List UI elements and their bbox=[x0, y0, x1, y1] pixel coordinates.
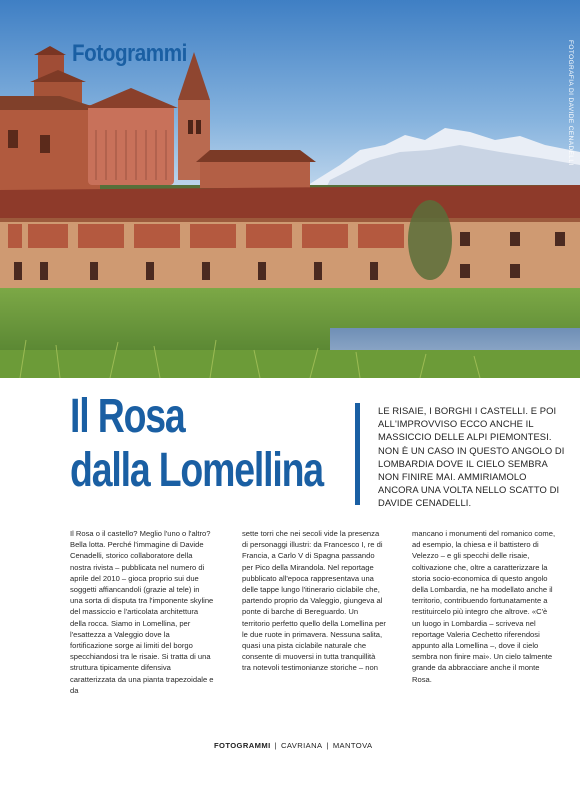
round-tower bbox=[88, 105, 174, 185]
photo-credit: FOTOGRAFIA DI DAVIDE CENADELLI bbox=[567, 40, 574, 166]
body-column-3: mancano i monumenti del romanico come, ad esempio, la chiesa e il battistero di Velezzo – e gli specchi delle risaie, coltivazione che, oltre a caratterizzare la storia socio-economica di questo angolo della Lombardia, ne ha modellato anche il territorio, contribuendo fortunatamente a restituircelo più integro che altrove. «C'è un luogo in Lombardia – scriveva nel reportage Valeria Cechetto riferendosi appunto alla Lomellina –, dove il cielo sembra non finire mai». Un cielo talmente grande da abbracciare anche il monte Rosa. bbox=[412, 529, 556, 684]
footer-section: FOTOGRAMMI bbox=[214, 741, 271, 750]
article-headline bbox=[70, 390, 323, 498]
footer-separator: | bbox=[326, 741, 329, 750]
tree bbox=[408, 200, 452, 280]
footer-place-2: MANTOVA bbox=[332, 741, 373, 750]
article-dek: LE RISAIE, I BORGHI I CASTELLI. E POI ALL'IMPROVVISO ECCO ANCHE IL MASSICCIO DELLE ALPI PIEMONTESI. NON È UN CASO IN QUESTO ANGOLO DI LOMBARDIA DOVE IL CIELO SEMBRA NON FINIRE MAI. AMMIRIAMOLO ANCORA UNA VOLTA NELLO SCATTO DI DAVIDE CENADELLI. bbox=[378, 405, 565, 509]
footer-place-1: CAVRIANA bbox=[280, 741, 323, 750]
body-column-1: Il Rosa o il castello? Meglio l'uno o l'altro? Bella lotta. Perché l'immagine di Davide Cenadelli, storico collaboratore della nostra rivista – pubblicata nel numero di aprile del 2010 – gioca proprio sui due soggetti affiancandoli (grazie al tele) in una sorta di disputa tra l'imponente skyline del massiccio e l'articolata architettura della rocca. Siamo in Lomellina, per l'esattezza a Valeggio dove la fortificazione sorge ai limiti del borgo specchiandosi tra le risaie. Si tratta di una struttura tipicamente difensiva caratterizzata da una pianta trapezoidale e da bbox=[70, 529, 214, 695]
headline-line-1: Il Rosa bbox=[70, 390, 185, 443]
footer-separator: | bbox=[274, 741, 277, 750]
long-building-roof bbox=[0, 185, 580, 220]
headline-line-2: dalla Lomellina bbox=[70, 444, 323, 497]
section-title: Fotogrammi bbox=[72, 40, 187, 67]
body-column-2: sette torri che nei secoli vide la presenza di personaggi illustri: da Francesco I, re di Francia, a Carlo V di Spagna passando per Pico della Mirandola. Nel reportage pubblicato all'epoca rappresentava una delle tappe lungo l'itinerario ciclabile che, partendo proprio da Valeggio, giungeva al ponte di barche di Bereguardo. Un territorio perfetto quello della Lomellina per le due ruote in primavera. Nessuna salita, quasi una pista ciclabile naturale che consente di muoversi in tutta tranquillità tra notevoli testimonianze storiche – non bbox=[242, 529, 386, 673]
headline-divider bbox=[355, 403, 360, 505]
page-footer bbox=[214, 741, 372, 750]
hero-photo bbox=[0, 0, 580, 378]
